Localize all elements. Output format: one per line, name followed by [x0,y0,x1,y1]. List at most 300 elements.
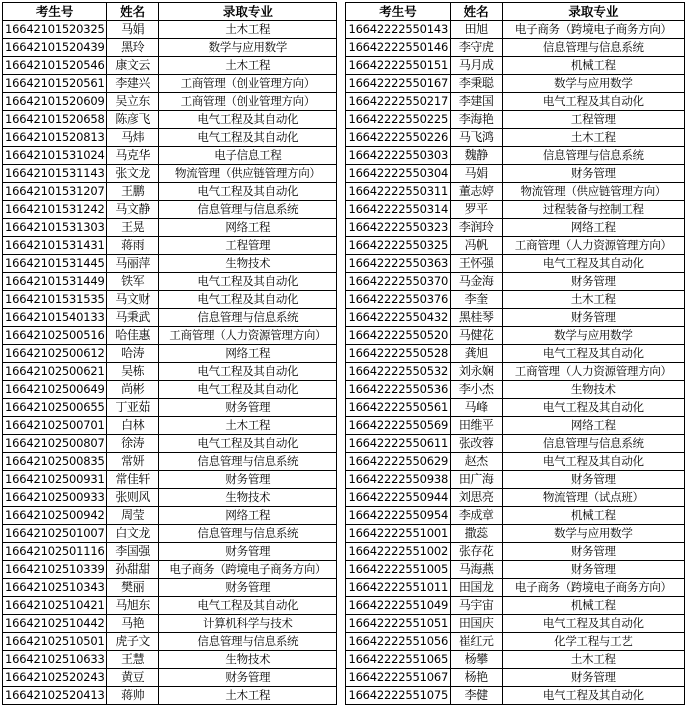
student-name-cell: 李建兴 [107,75,159,93]
table-row [3,399,685,417]
major-cell: 财务管理 [159,579,337,597]
exam-id-cell: 16642101520609 [3,93,107,111]
column-separator [337,615,346,633]
column-separator [337,255,346,273]
student-name-cell: 张则风 [107,489,159,507]
exam-id-cell: 16642222550944 [346,489,450,507]
student-name-cell: 张存花 [450,543,502,561]
major-cell: 信息管理与信息系统 [502,39,684,57]
student-name-cell: 赵杰 [450,453,502,471]
major-cell: 工商管理（人力资源管理方向） [502,237,684,255]
exam-id-cell: 16642101531207 [3,183,107,201]
exam-id-cell: 16642102510339 [3,561,107,579]
major-cell: 信息管理与信息系统 [502,435,684,453]
major-cell: 网络工程 [159,507,337,525]
student-name-cell: 王慧 [107,651,159,669]
student-name-cell: 李守虎 [450,39,502,57]
table-row [3,219,685,237]
student-name-cell: 白林 [107,417,159,435]
table-row [3,147,685,165]
exam-id-cell: 16642101531242 [3,201,107,219]
column-separator [337,345,346,363]
student-name-cell: 田维平 [450,417,502,435]
student-name-cell: 撒蕊 [450,525,502,543]
exam-id-cell: 16642222550536 [346,381,450,399]
major-cell: 计算机科学与技术 [159,615,337,633]
major-cell: 电气工程及其自动化 [502,615,684,633]
exam-id-cell: 16642222550532 [346,363,450,381]
table-row [3,687,685,705]
major-cell: 物流管理（试点班） [502,489,684,507]
table-row [3,435,685,453]
exam-id-cell: 16642101520658 [3,111,107,129]
exam-id-cell: 16642101531431 [3,237,107,255]
student-name-cell: 李小杰 [450,381,502,399]
exam-id-cell: 16642102500612 [3,345,107,363]
column-separator [337,75,346,93]
major-cell: 土木工程 [502,291,684,309]
table-row [3,183,685,201]
column-separator [337,111,346,129]
exam-id-cell: 16642102510501 [3,633,107,651]
student-name-cell: 田旭 [450,21,502,39]
student-name-cell: 马克华 [107,147,159,165]
student-name-cell: 马炜 [107,129,159,147]
exam-id-cell: 16642222551002 [346,543,450,561]
major-cell: 生物技术 [159,255,337,273]
student-name-cell: 刘永娴 [450,363,502,381]
major-cell: 机械工程 [502,57,684,75]
major-cell: 网络工程 [502,417,684,435]
exam-id-cell: 16642222551075 [346,687,450,705]
header-name: 姓名 [107,3,159,21]
table-row [3,75,685,93]
major-cell: 财务管理 [159,471,337,489]
table-row [3,633,685,651]
major-cell: 土木工程 [159,57,337,75]
student-name-cell: 虎子文 [107,633,159,651]
major-cell: 财务管理 [502,669,684,687]
exam-id-cell: 16642102500701 [3,417,107,435]
exam-id-cell: 16642102520413 [3,687,107,705]
student-name-cell: 马娟 [107,21,159,39]
major-cell: 物流管理（供应链管理方向） [159,165,337,183]
column-separator [337,201,346,219]
exam-id-cell: 16642102500655 [3,399,107,417]
student-name-cell: 李润玲 [450,219,502,237]
exam-id-cell: 16642222550226 [346,129,450,147]
exam-id-cell: 16642222550143 [346,21,450,39]
exam-id-cell: 16642102500807 [3,435,107,453]
major-cell: 土木工程 [502,651,684,669]
major-cell: 机械工程 [502,507,684,525]
table-row [3,579,685,597]
student-name-cell: 马旭东 [107,597,159,615]
student-name-cell: 董志婷 [450,183,502,201]
student-name-cell: 冯帆 [450,237,502,255]
table-row [3,381,685,399]
student-name-cell: 龚旭 [450,345,502,363]
student-name-cell: 马金海 [450,273,502,291]
exam-id-cell: 16642101531535 [3,291,107,309]
column-separator [337,3,346,21]
exam-id-cell: 16642222550954 [346,507,450,525]
column-separator [337,471,346,489]
table-row [3,111,685,129]
column-separator [337,543,346,561]
major-cell: 土木工程 [502,129,684,147]
exam-id-cell: 16642102510343 [3,579,107,597]
student-name-cell: 王鹏 [107,183,159,201]
major-cell: 生物技术 [159,651,337,669]
major-cell: 财务管理 [159,399,337,417]
table-row [3,201,685,219]
major-cell: 电气工程及其自动化 [159,291,337,309]
header-row [3,3,685,21]
student-name-cell: 马文静 [107,201,159,219]
column-separator [337,363,346,381]
column-separator [337,651,346,669]
student-name-cell: 罗平 [450,201,502,219]
exam-id-cell: 16642222550561 [346,399,450,417]
major-cell: 电气工程及其自动化 [159,129,337,147]
student-name-cell: 孙甜甜 [107,561,159,579]
table-row [3,57,685,75]
table-row [3,129,685,147]
student-name-cell: 铁军 [107,273,159,291]
admission-list-table [2,2,685,705]
exam-id-cell: 16642101520439 [3,39,107,57]
major-cell: 工商管理（人力资源管理方向） [159,327,337,345]
exam-id-cell: 16642222550938 [346,471,450,489]
exam-id-cell: 16642101520325 [3,21,107,39]
student-name-cell: 马飞鸿 [450,129,502,147]
column-separator [337,219,346,237]
table-row [3,39,685,57]
column-separator [337,183,346,201]
exam-id-cell: 16642101520813 [3,129,107,147]
exam-id-cell: 16642102500942 [3,507,107,525]
student-name-cell: 白文龙 [107,525,159,543]
major-cell: 过程装备与控制工程 [502,201,684,219]
major-cell: 财务管理 [502,273,684,291]
major-cell: 工程管理 [159,237,337,255]
exam-id-cell: 16642222550611 [346,435,450,453]
student-name-cell: 丁亚茹 [107,399,159,417]
major-cell: 信息管理与信息系统 [159,525,337,543]
student-name-cell: 常佳轩 [107,471,159,489]
student-name-cell: 李国强 [107,543,159,561]
major-cell: 工商管理（创业管理方向） [159,75,337,93]
exam-id-cell: 16642222551001 [346,525,450,543]
exam-id-cell: 16642222550325 [346,237,450,255]
column-separator [337,525,346,543]
column-separator [337,633,346,651]
student-name-cell: 田国龙 [450,579,502,597]
major-cell: 工程管理 [502,111,684,129]
table-row [3,471,685,489]
column-separator [337,57,346,75]
exam-id-cell: 16642222550528 [346,345,450,363]
student-name-cell: 哈涛 [107,345,159,363]
major-cell: 化学工程与工艺 [502,633,684,651]
column-separator [337,165,346,183]
exam-id-cell: 16642222550432 [346,309,450,327]
column-separator [337,597,346,615]
exam-id-cell: 16642101540133 [3,309,107,327]
exam-id-cell: 16642222551049 [346,597,450,615]
student-name-cell: 黄豆 [107,669,159,687]
major-cell: 土木工程 [159,417,337,435]
student-name-cell: 马丽萍 [107,255,159,273]
column-separator [337,453,346,471]
exam-id-cell: 16642222550146 [346,39,450,57]
student-name-cell: 崔红元 [450,633,502,651]
major-cell: 电子商务（跨境电子商务方向） [502,579,684,597]
column-separator [337,273,346,291]
student-name-cell: 马娟 [450,165,502,183]
major-cell: 信息管理与信息系统 [159,201,337,219]
major-cell: 信息管理与信息系统 [159,309,337,327]
major-cell: 生物技术 [159,489,337,507]
exam-id-cell: 16642102510633 [3,651,107,669]
column-separator [337,489,346,507]
major-cell: 电子商务（跨境电子商务方向） [502,21,684,39]
exam-id-cell: 16642222551056 [346,633,450,651]
table-row [3,597,685,615]
student-name-cell: 马艳 [107,615,159,633]
major-cell: 财务管理 [502,309,684,327]
column-separator [337,417,346,435]
major-cell: 财务管理 [502,543,684,561]
column-separator [337,39,346,57]
student-name-cell: 蒋雨 [107,237,159,255]
table-row [3,507,685,525]
table-row [3,93,685,111]
major-cell: 生物技术 [502,381,684,399]
exam-id-cell: 16642102501116 [3,543,107,561]
column-separator [337,561,346,579]
student-name-cell: 王怀强 [450,255,502,273]
major-cell: 电气工程及其自动化 [502,345,684,363]
exam-id-cell: 16642222550363 [346,255,450,273]
exam-id-cell: 16642102500649 [3,381,107,399]
exam-id-cell: 16642222550303 [346,147,450,165]
header-major: 录取专业 [159,3,337,21]
column-separator [337,129,346,147]
exam-id-cell: 16642222550376 [346,291,450,309]
exam-id-cell: 16642222550370 [346,273,450,291]
exam-id-cell: 16642222550167 [346,75,450,93]
major-cell: 数学与应用数学 [502,525,684,543]
exam-id-cell: 16642222550569 [346,417,450,435]
exam-id-cell: 16642222551011 [346,579,450,597]
student-name-cell: 刘思亮 [450,489,502,507]
table-row [3,489,685,507]
student-name-cell: 马文财 [107,291,159,309]
table-row [3,291,685,309]
major-cell: 电气工程及其自动化 [159,381,337,399]
table-row [3,345,685,363]
major-cell: 电气工程及其自动化 [159,363,337,381]
student-name-cell: 李成章 [450,507,502,525]
exam-id-cell: 16642102500835 [3,453,107,471]
student-name-cell: 魏静 [450,147,502,165]
column-separator [337,687,346,705]
major-cell: 财务管理 [159,543,337,561]
student-name-cell: 田国庆 [450,615,502,633]
student-name-cell: 马峰 [450,399,502,417]
student-name-cell: 徐涛 [107,435,159,453]
column-separator [337,21,346,39]
exam-id-cell: 16642101520546 [3,57,107,75]
table-row [3,327,685,345]
student-name-cell: 马宇宙 [450,597,502,615]
exam-id-cell: 16642222551051 [346,615,450,633]
student-name-cell: 康文云 [107,57,159,75]
column-separator [337,669,346,687]
major-cell: 电气工程及其自动化 [159,597,337,615]
major-cell: 电气工程及其自动化 [159,183,337,201]
exam-id-cell: 16642101531445 [3,255,107,273]
major-cell: 电气工程及其自动化 [502,687,684,705]
table-row [3,561,685,579]
major-cell: 工商管理（创业管理方向） [159,93,337,111]
exam-id-cell: 16642222550225 [346,111,450,129]
exam-id-cell: 16642101531143 [3,165,107,183]
exam-id-cell: 16642101531303 [3,219,107,237]
student-name-cell: 黑桂琴 [450,309,502,327]
column-separator [337,147,346,165]
major-cell: 机械工程 [502,597,684,615]
major-cell: 电气工程及其自动化 [502,453,684,471]
student-name-cell: 常妍 [107,453,159,471]
exam-id-cell: 16642222550217 [346,93,450,111]
student-name-cell: 马海燕 [450,561,502,579]
column-separator [337,435,346,453]
student-name-cell: 杨攀 [450,651,502,669]
header-name: 姓名 [450,3,502,21]
major-cell: 财务管理 [159,669,337,687]
exam-id-cell: 16642222550311 [346,183,450,201]
exam-id-cell: 16642222551065 [346,651,450,669]
column-separator [337,291,346,309]
student-name-cell: 李海艳 [450,111,502,129]
column-separator [337,93,346,111]
exam-id-cell: 16642222550314 [346,201,450,219]
table-row [3,363,685,381]
major-cell: 土木工程 [159,21,337,39]
exam-id-cell: 16642101531449 [3,273,107,291]
major-cell: 网络工程 [159,219,337,237]
major-cell: 财务管理 [502,471,684,489]
student-name-cell: 马健花 [450,327,502,345]
table-row [3,651,685,669]
column-separator [337,327,346,345]
exam-id-cell: 16642102500931 [3,471,107,489]
header-major: 录取专业 [502,3,684,21]
student-name-cell: 吴栋 [107,363,159,381]
column-separator [337,507,346,525]
major-cell: 信息管理与信息系统 [159,453,337,471]
major-cell: 电气工程及其自动化 [159,111,337,129]
exam-id-cell: 16642222550304 [346,165,450,183]
column-separator [337,399,346,417]
exam-id-cell: 16642222551067 [346,669,450,687]
major-cell: 土木工程 [159,687,337,705]
student-name-cell: 马月成 [450,57,502,75]
student-name-cell: 马秉武 [107,309,159,327]
major-cell: 电气工程及其自动化 [502,93,684,111]
major-cell: 物流管理（供应链管理方向） [502,183,684,201]
major-cell: 数学与应用数学 [159,39,337,57]
exam-id-cell: 16642102510421 [3,597,107,615]
table-row [3,21,685,39]
exam-id-cell: 16642101520561 [3,75,107,93]
student-name-cell: 樊丽 [107,579,159,597]
student-name-cell: 黑玲 [107,39,159,57]
exam-id-cell: 16642102510442 [3,615,107,633]
column-separator [337,237,346,255]
table-row [3,525,685,543]
student-name-cell: 陈彦飞 [107,111,159,129]
table-row [3,543,685,561]
student-name-cell: 李秉聪 [450,75,502,93]
exam-id-cell: 16642102500516 [3,327,107,345]
table-row [3,309,685,327]
student-name-cell: 李奎 [450,291,502,309]
exam-id-cell: 16642101531024 [3,147,107,165]
major-cell: 电气工程及其自动化 [159,273,337,291]
exam-id-cell: 16642102500933 [3,489,107,507]
major-cell: 财务管理 [502,165,684,183]
header-exam-id: 考生号 [3,3,107,21]
exam-id-cell: 16642102520243 [3,669,107,687]
student-name-cell: 李健 [450,687,502,705]
major-cell: 网络工程 [502,219,684,237]
student-name-cell: 张文龙 [107,165,159,183]
major-cell: 电气工程及其自动化 [159,435,337,453]
major-cell: 电气工程及其自动化 [502,399,684,417]
major-cell: 电子信息工程 [159,147,337,165]
student-name-cell: 田广海 [450,471,502,489]
student-name-cell: 杨艳 [450,669,502,687]
major-cell: 信息管理与信息系统 [502,147,684,165]
student-name-cell: 王晃 [107,219,159,237]
exam-id-cell: 16642102500621 [3,363,107,381]
exam-id-cell: 16642222550629 [346,453,450,471]
major-cell: 电气工程及其自动化 [502,255,684,273]
table-row [3,453,685,471]
major-cell: 电子商务（跨境电子商务方向） [159,561,337,579]
student-name-cell: 吴立东 [107,93,159,111]
column-separator [337,309,346,327]
table-row [3,417,685,435]
column-separator [337,579,346,597]
student-name-cell: 蒋帅 [107,687,159,705]
table-row [3,669,685,687]
major-cell: 工商管理（人力资源管理方向） [502,363,684,381]
major-cell: 数学与应用数学 [502,75,684,93]
major-cell: 网络工程 [159,345,337,363]
major-cell: 财务管理 [502,561,684,579]
exam-id-cell: 16642222550151 [346,57,450,75]
exam-id-cell: 16642222550323 [346,219,450,237]
table-row [3,615,685,633]
exam-id-cell: 16642222550520 [346,327,450,345]
exam-id-cell: 16642222551005 [346,561,450,579]
table-row [3,237,685,255]
